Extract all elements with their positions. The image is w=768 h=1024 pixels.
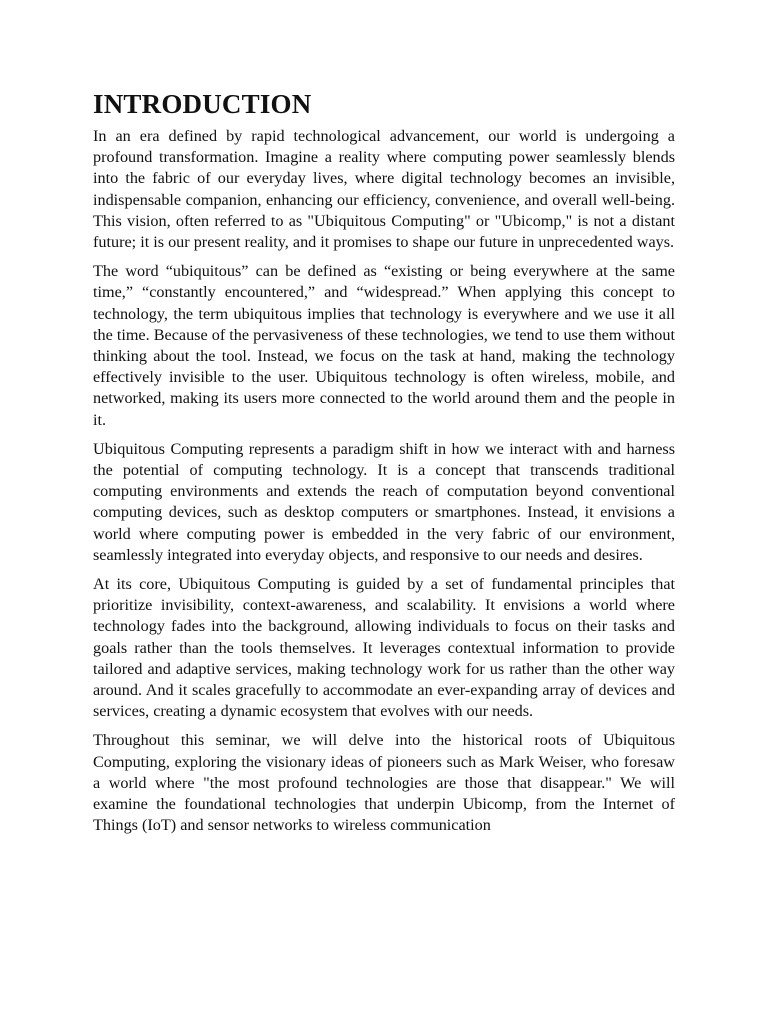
paragraph-intro: In an era defined by rapid technological advancement, our world is undergoing a profound transformation. Imagine a reality where computing power seamlessly blends into the fabric of our everyday lives, where digital technology becomes an invisible, indispensable companion, enhancing our efficiency, convenience, and overall well-being. This vision, often referred to as "Ubiquitous Computing" or "Ubicomp," is not a distant future; it is our present reality, and it promises to shape our future in unprecedented ways. bbox=[93, 127, 675, 252]
paragraph-ubiquitous-definition: The word “ubiquitous” can be defined as “existing or being everywhere at the same time,” “constantly encountered,” and “widespread.” When applying this concept to technology, the term ubiquitous implies that technology is everywhere and we use it all the time. Because of the pervasiveness of these technologies, we tend to use them without thinking about the tool. Instead, we focus on the task at hand, making the technology effectively invisible to the user. Ubiquitous technology is often wireless, mobile, and networked, making its users more connected to the world around them and the people in it. bbox=[93, 262, 675, 429]
paragraph-paradigm-shift: Ubiquitous Computing represents a paradigm shift in how we interact with and harness the potential of computing technology. It is a concept that transcends traditional computing environments and extends the reach of computation beyond conventional computing devices, such as desktop computers or smartphones. Instead, it envisions a world where computing power is embedded in the very fabric of our environment, seamlessly integrated into everyday objects, and responsive to our needs and desires. bbox=[93, 439, 675, 564]
paragraph-core-principles: At its core, Ubiquitous Computing is guided by a set of fundamental principles that prioritize invisibility, context-awareness, and scalability. It envisions a world where technology fades into the background, allowing individuals to focus on their tasks and goals rather than the tools themselves. It leverages contextual information to provide tailored and adaptive services, making technology work for us rather than the other way around. And it scales gracefully to accommodate an ever-expanding array of devices and services, creating a dynamic ecosystem that evolves with our needs. bbox=[93, 575, 675, 721]
document-page bbox=[93, 88, 675, 837]
paragraph-seminar-overview: Throughout this seminar, we will delve into the historical roots of Ubiquitous Computing, exploring the visionary ideas of pioneers such as Mark Weiser, who foresaw a world where "the most profound technologies are those that disappear." We will examine the foundational technologies that underpin Ubicomp, from the Internet of Things (IoT) and sensor networks to wireless communication bbox=[93, 731, 675, 835]
page-title: INTRODUCTION bbox=[93, 89, 312, 119]
